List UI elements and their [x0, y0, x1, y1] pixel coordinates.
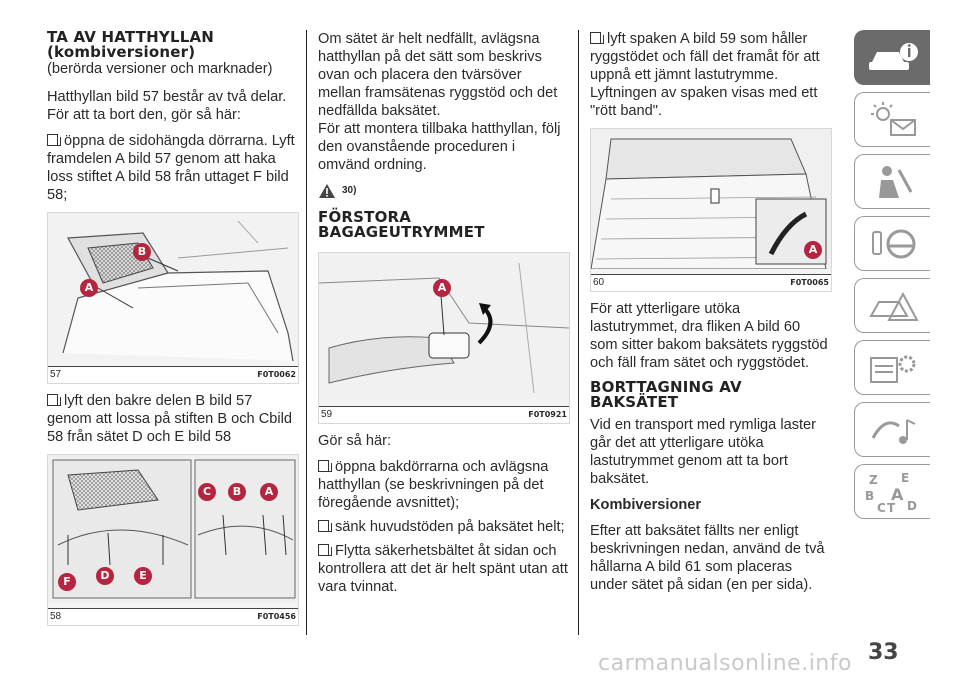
bullet-icon — [590, 32, 601, 44]
index-letter: T — [886, 500, 895, 514]
index-letter: E — [900, 470, 909, 485]
figure-59-drawing — [319, 253, 569, 401]
paragraph: Vid en transport med rymliga laster går det att ytterligare utöka lastutrymmet genom att ta bort baksätet. — [590, 417, 817, 487]
paragraph: Hatthyllan bild 57 består av två delar. För att ta bort den, gör så här: — [47, 89, 287, 123]
column-1 — [47, 30, 297, 634]
safety-airbag-icon — [865, 162, 921, 202]
callout-label: B — [228, 483, 246, 501]
section-heading-sub: (kombiversioner) — [47, 43, 196, 61]
callout-label: A — [260, 483, 278, 501]
section-heading-sub: BAGAGEUTRYMMET — [318, 223, 485, 241]
section-heading-sub: BAKSÄTET — [590, 393, 679, 411]
tab-index[interactable] — [854, 464, 930, 519]
index-letter: A — [890, 484, 903, 504]
watermark: carmanualsonline.info — [598, 651, 852, 676]
bullet-icon — [47, 134, 58, 146]
index-letter: Z — [868, 472, 878, 487]
column-divider-1 — [306, 30, 307, 635]
figure-caption: 57 F0T0062 — [48, 366, 298, 383]
paragraph: Om sätet är helt nedfällt, avlägsna hatthyllan på det sätt som beskrivs ovan och placera den tvärsöver mellan framsätenas ryggstöd och det nedfällda baksätet. — [318, 31, 558, 119]
bullet-item: sänk huvudstöden på baksätet helt; — [318, 518, 568, 536]
dashboard-lights-icon — [865, 100, 921, 140]
maintenance-icon — [865, 348, 921, 388]
callout-label: D — [96, 567, 114, 585]
subtitle: (berörda versioner och marknader) — [47, 61, 273, 77]
callout-label: E — [134, 567, 152, 585]
bullet-icon — [47, 394, 58, 406]
figure-58-drawing — [48, 455, 298, 603]
tab-safety[interactable] — [854, 154, 930, 209]
index-icon — [863, 470, 923, 514]
car-info-icon — [865, 40, 921, 76]
paragraph: För att montera tillbaka hatthyllan, följ den ovanstående proceduren i omvänd ordning. — [318, 121, 561, 173]
figure-58 — [47, 454, 299, 626]
paragraph: För att ytterligare utöka lastutrymmet, dra fliken A bild 60 som sitter bakom baksätets ryggstöd och fäll fram sätet och ryggstödet. — [590, 301, 828, 371]
callout-label: C — [198, 483, 216, 501]
paragraph: Efter att baksätet fällts ner enligt beskrivningen nedan, använd de två hållarna A bild 61 som placeras under sätet på sidan (en per sida). — [590, 523, 825, 593]
figure-59 — [318, 252, 570, 424]
breakdown-icon — [865, 286, 921, 326]
tab-starting-driving[interactable] — [854, 216, 930, 271]
steering-wheel-icon — [865, 224, 921, 264]
bullet-item: Flytta säkerhetsbältet åt sidan och kontrollera att det är helt spänt utan att vara tvinnat. — [318, 543, 568, 595]
figure-caption: 58 F0T0456 — [48, 608, 298, 625]
chapter-sidebar — [854, 30, 934, 526]
section-heading: FÖRSTORA — [318, 208, 412, 226]
index-letter: C — [876, 500, 886, 514]
column-2 — [318, 30, 568, 602]
tab-dashboard-lights[interactable] — [854, 92, 930, 147]
bullet-icon — [318, 520, 329, 532]
bullet-item: lyft den bakre delen B bild 57 genom att lossa på stiften B och Cbild 58 från sätet D och E bild 58 — [47, 393, 292, 445]
warning-icon — [318, 183, 336, 199]
callout-label: A — [433, 279, 451, 297]
warning-reference: 30) — [318, 182, 568, 200]
callout-label: A — [80, 279, 98, 297]
bullet-icon — [318, 460, 329, 472]
figure-60 — [590, 128, 832, 292]
callout-label: A — [804, 241, 822, 259]
multimedia-icon — [865, 410, 921, 450]
tab-multimedia[interactable] — [854, 402, 930, 457]
tab-emergency[interactable] — [854, 278, 930, 333]
index-letter: B — [864, 488, 874, 503]
callout-label: B — [133, 243, 151, 261]
figure-60-drawing — [591, 129, 831, 269]
column-3 — [590, 30, 830, 602]
figure-caption: 59 F0T0921 — [319, 406, 569, 423]
page-number: 33 — [868, 640, 899, 665]
paragraph: Gör så här: — [318, 433, 391, 449]
figure-caption: 60 F0T0065 — [591, 274, 831, 291]
bullet-icon — [318, 544, 329, 556]
callout-label: F — [58, 573, 76, 591]
tab-maintenance[interactable] — [854, 340, 930, 395]
column-divider-2 — [578, 30, 579, 635]
subheading: Kombiversioner — [590, 497, 702, 513]
bullet-item: öppna de sidohängda dörrarna. Lyft framdelen A bild 57 genom att haka loss stiftet A bild 58 från uttaget F bild 58; — [47, 133, 295, 203]
section-heading: BORTTAGNING AV — [590, 378, 742, 396]
figure-57 — [47, 212, 299, 384]
bullet-item: lyft spaken A bild 59 som håller ryggstödet och fäll det framåt för att uppnå ett jämnt lastutrymme. Lyftningen av spaken visas med ett "rött band". — [590, 31, 820, 119]
tab-car-info[interactable] — [854, 30, 930, 85]
index-letter: D — [906, 498, 917, 513]
bullet-item: öppna bakdörrarna och avlägsna hatthyllan (se beskrivningen på det föregående avsnittet); — [318, 459, 549, 511]
section-heading: TA AV HATTHYLLAN — [47, 28, 215, 46]
